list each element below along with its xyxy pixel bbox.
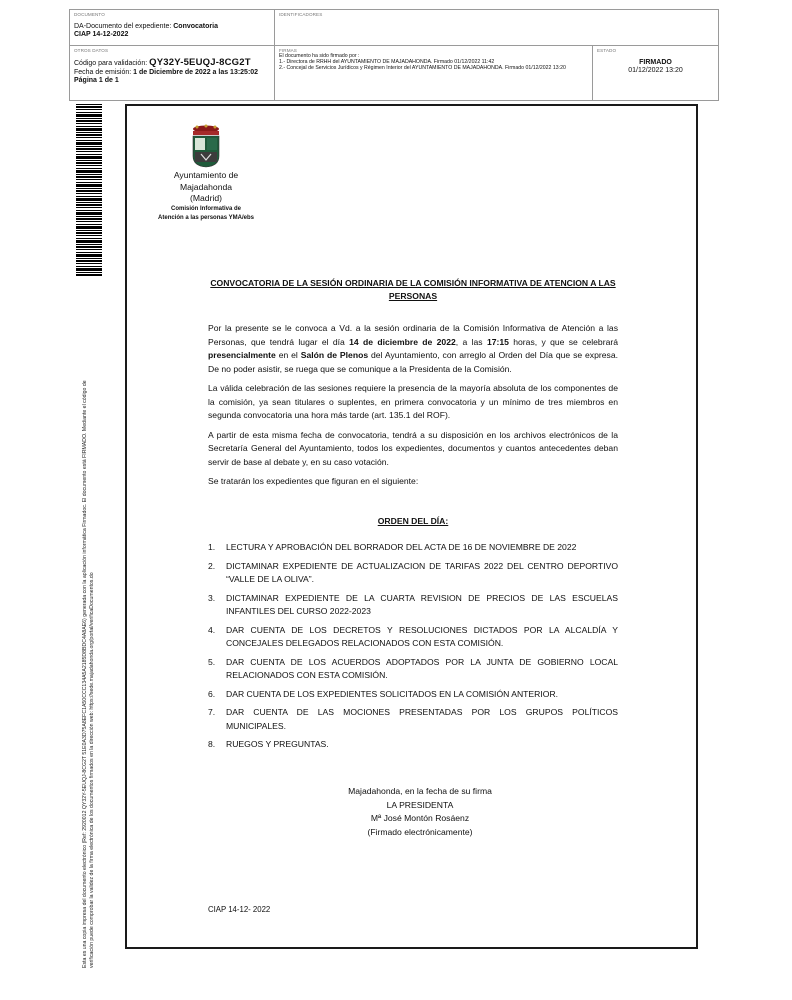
signature-role: LA PRESIDENTA <box>386 799 454 810</box>
meeting-place: Salón de Plenos <box>300 350 369 360</box>
agenda-item-number: 7. <box>208 707 216 717</box>
paragraph-2: La válida celebración de las sesiones requiere la presencia de la mayoría absoluta de los componentes de la comisión, ya sean titulares o suplentes, en primera convocatoria y un mínimo de tres miembros en segunda convocatoria una hora más tarde (art. 135.1 del ROF). <box>208 383 618 420</box>
dept-line-1: Comisión Informativa de <box>170 205 241 212</box>
page-count-text: Página 1 de 1 <box>74 77 119 84</box>
page-count <box>74 77 270 84</box>
agenda-item <box>208 738 618 752</box>
expediente-id: CIAP 14-12-2022 <box>74 31 129 38</box>
estado-value: FIRMADO <box>639 59 672 66</box>
firmas-intro: El documento ha sido firmado por : <box>279 53 360 59</box>
validation-prefix: Código para validación: <box>74 60 150 67</box>
validation-code-line <box>74 57 270 68</box>
agenda-item-number: 1. <box>208 542 216 552</box>
barcode <box>76 104 102 276</box>
agenda-item <box>208 624 618 651</box>
document-title: CONVOCATORIA DE LA SESIÓN ORDINARIA DE LA COMISIÓN INFORMATIVA DE ATENCION A LAS PERSONAS <box>210 278 616 301</box>
verification-side-note <box>82 303 95 968</box>
dept-line-2: Atención a las personas YMA/ebs <box>158 214 254 221</box>
signature-note: (Firmado electrónicamente) <box>367 826 473 837</box>
p1-text-b: , a las <box>455 336 487 347</box>
identificadores-cell <box>275 10 718 46</box>
p1-text-c: horas, y que se celebrará <box>508 336 618 347</box>
org-line-1: Ayuntamiento de <box>173 170 239 180</box>
agenda-item-text: DAR CUENTA DE LOS DECRETOS Y RESOLUCIONES DICTADOS POR LA ALCALDÍA Y CONCEJALES DELEGADOS RELACIONADOS CON ESTA COMISIÓN. <box>226 624 618 648</box>
agenda-item <box>208 656 618 683</box>
agenda-item-number: 6. <box>208 688 216 699</box>
validation-code[interactable]: QY32Y-5EUQJ-8CG2T <box>149 57 251 68</box>
identificadores-label: IDENTIFICADORES <box>279 12 323 17</box>
firmas-label: FIRMAS <box>279 48 297 53</box>
otros-datos-label: OTROS DATOS <box>74 48 109 53</box>
emission-date-line <box>74 69 270 76</box>
agenda-item <box>208 688 618 702</box>
agenda-item <box>208 541 618 555</box>
agenda-item-number: 2. <box>208 560 216 571</box>
meeting-mode: presencialmente <box>208 350 276 360</box>
org-line-2: Majadahonda <box>179 181 233 192</box>
signature-place: Majadahonda, en la fecha de su firma <box>348 786 492 796</box>
paragraph-4: Se tratarán los expedientes que figuran en el siguiente: <box>208 476 419 486</box>
agenda-title: ORDEN DEL DÍA: <box>377 516 449 526</box>
document-footer: CIAP 14-12- 2022 <box>208 905 271 914</box>
side-note-line-1: Esta es una copia impresa del documento electrónico (Ref: 2920012 QY32Y-5EUQJ-8CG2T 51E0A3D75A8EFC1A50CCC134A5A2185D8BDC4A8AE6) generada con la aplicación informática Firmadoc. El documento está FIRMADO. Mediante el código de <box>82 380 88 968</box>
p1-text-e: del Ayuntamiento, con arreglo al Orden del Día que se expresa. De no poder asistir, se ruega que se comunique a la Presidenta de la Comisión. <box>208 350 618 374</box>
agenda-item-number: 8. <box>208 739 216 749</box>
expediente-line <box>74 23 270 30</box>
p1-text-a: Por la presente se le convoca a Vd. a la sesión ordinaria de la Comisión Informativa de Atención a las Personas, que tendrá lugar el día <box>208 323 618 347</box>
paragraph-3: A partir de esta misma fecha de convocatoria, tendrá a su disposición en los archivos electrónicos de la Secretaría General del Ayuntamiento, todos los expedientes, documentos y cuantos antecedentes deban servir de base al debate y, en su caso votación. <box>208 429 618 467</box>
side-note-line-2: verificación puede comprobar la validez de la firma electrónica de los documentos firmados en la dirección web: https://sede.majadahonda.org/portal/verificaDocumentos.do <box>88 572 95 968</box>
organization-block <box>144 170 268 223</box>
agenda-list <box>208 541 618 757</box>
emission-prefix: Fecha de emisión: <box>74 69 134 76</box>
agenda-item <box>208 592 618 619</box>
agenda-item-number: 3. <box>208 592 216 603</box>
agenda-item-text: LECTURA Y APROBACIÓN DEL BORRADOR DEL ACTA DE 16 DE NOVIEMBRE DE 2022 <box>226 542 577 552</box>
otros-datos-cell <box>70 46 275 100</box>
agenda-item-text: DICTAMINAR EXPEDIENTE DE ACTUALIZACION DE TARIFAS 2022 DEL CENTRO DEPORTIVO “VALLE DE LA OLIVA”. <box>226 560 618 584</box>
agenda-item <box>208 706 618 733</box>
estado-date: 01/12/2022 13:20 <box>628 67 683 74</box>
document-metadata-header <box>69 9 719 101</box>
documento-cell <box>70 10 275 46</box>
signature-name: Mª José Montón Rosáenz <box>370 813 470 823</box>
org-line-3: (Madrid) <box>190 193 222 203</box>
estado-cell <box>593 46 718 100</box>
agenda-item-number: 5. <box>208 656 216 667</box>
expediente-prefix: DA-Documento del expediente: <box>74 23 174 30</box>
expediente-value: Convocatoria <box>173 23 218 30</box>
agenda-item-text: RUEGOS Y PREGUNTAS. <box>226 739 329 749</box>
p1-text-d: en el <box>275 350 301 360</box>
documento-label: DOCUMENTO <box>74 12 105 17</box>
estado-label: ESTADO <box>597 48 617 53</box>
paragraph-1 <box>208 322 618 376</box>
coat-of-arms-icon <box>189 124 223 168</box>
agenda-item-text: DAR CUENTA DE LAS MOCIONES PRESENTADAS POR LOS GRUPOS POLÍTICOS MUNICIPALES. <box>226 707 618 731</box>
firma-1: 1.- Directora de RRHH del AYUNTAMIENTO DE MAJADAHONDA. Firmado 01/12/2022 11:42 <box>279 59 495 66</box>
emission-date: 1 de Diciembre de 2022 a las 13:25:02 <box>133 69 259 76</box>
agenda-item-text: DICTAMINAR EXPEDIENTE DE LA CUARTA REVISION DE PRECIOS DE LAS ESCUELAS INFANTILES DEL CURSO 2022-2023 <box>226 592 618 616</box>
agenda-item-number: 4. <box>208 624 216 635</box>
agenda-item-text: DAR CUENTA DE LOS EXPEDIENTES SOLICITADOS EN LA COMISIÓN ANTERIOR. <box>226 688 559 699</box>
agenda-item <box>208 560 618 587</box>
meeting-time: 17:15 <box>486 336 509 347</box>
signature-block <box>300 785 540 839</box>
firma-2: 2.- Concejal de Servicios Jurídicos y Régimen Interior del AYUNTAMIENTO DE MAJADAHONDA. Firmado 01/12/2022 13:20 <box>279 65 566 72</box>
meeting-date: 14 de diciembre de 2022 <box>349 336 456 347</box>
document-body <box>208 322 618 495</box>
firmas-cell <box>275 46 593 100</box>
agenda-item-text: DAR CUENTA DE LOS ACUERDOS ADOPTADOS POR LA JUNTA DE GOBIERNO LOCAL RELACIONADOS CON ESTA COMISIÓN. <box>226 656 618 680</box>
